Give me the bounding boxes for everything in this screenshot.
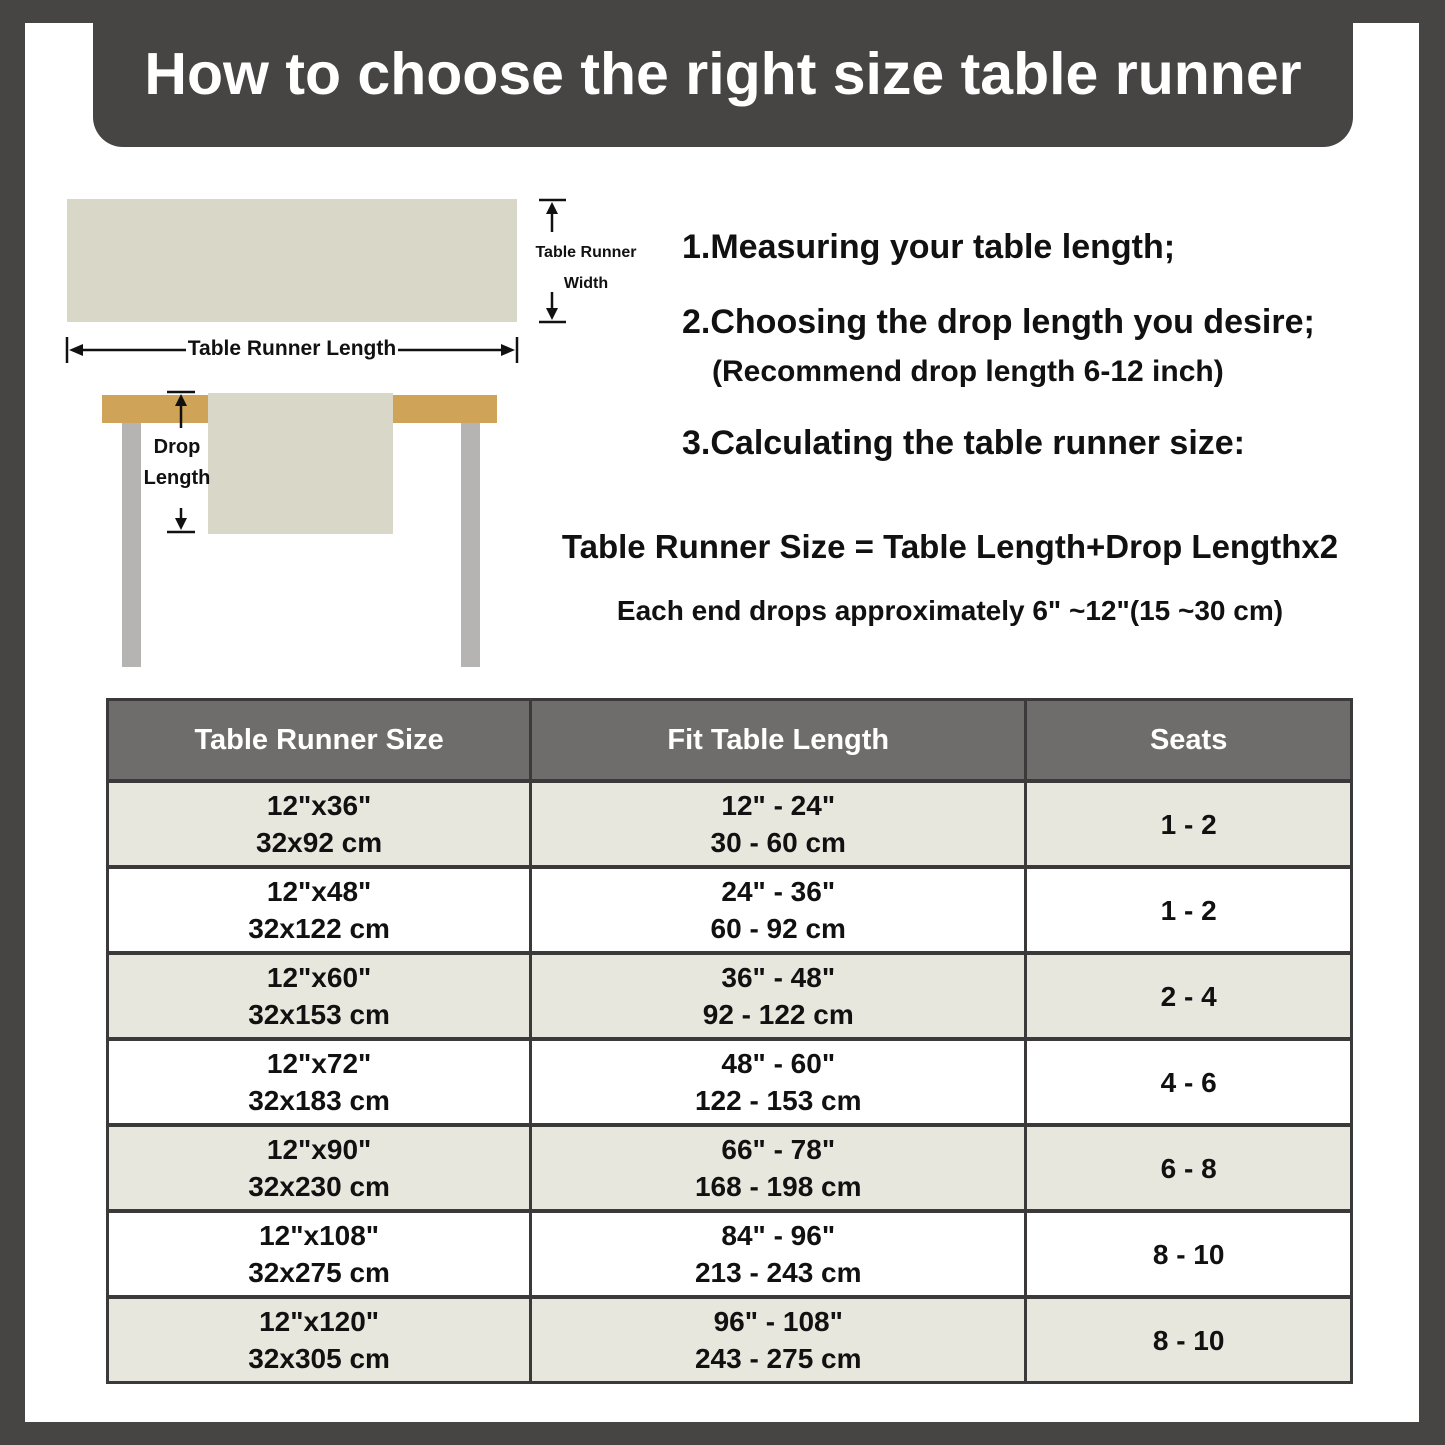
- cell-runner-size-line: 12"x60": [266, 962, 372, 993]
- cell-fit-table-length-line: 60 - 92 cm: [710, 913, 846, 944]
- cell-fit-table-length-line: 30 - 60 cm: [710, 827, 846, 858]
- cell-fit-table-length: [532, 783, 1027, 865]
- cell-seats-line: 2 - 4: [1160, 980, 1217, 1012]
- cell-runner-size-line: 32x153 cm: [248, 999, 390, 1030]
- cell-seats-line: 6 - 8: [1160, 1152, 1217, 1184]
- cell-seats: [1027, 783, 1350, 865]
- cell-runner-size-line: 32x230 cm: [248, 1171, 390, 1202]
- cell-fit-table-length-line: 213 - 243 cm: [694, 1257, 862, 1288]
- cell-runner-size-line: 32x122 cm: [248, 913, 390, 944]
- cell-runner-size-line: 32x275 cm: [248, 1257, 390, 1288]
- table-row: [109, 1299, 1350, 1381]
- table-row: [109, 1041, 1350, 1127]
- cell-fit-table-length-line: 24" - 36": [721, 876, 836, 907]
- frame-border-bottom: [0, 1422, 1445, 1445]
- instruction-step-1: 1.Measuring your table length;: [682, 228, 1176, 266]
- cell-runner-size: [109, 1299, 532, 1381]
- cell-seats: [1027, 1127, 1350, 1209]
- cell-fit-table-length-line: 122 - 153 cm: [694, 1085, 862, 1116]
- drop-approximation-note: Each end drops approximately 6" ~12"(15 ~30 cm): [616, 595, 1284, 626]
- size-chart-body: [109, 783, 1350, 1381]
- cell-fit-table-length: [532, 869, 1027, 951]
- column-header-runner-size: Table Runner Size: [109, 701, 532, 779]
- cell-runner-size: [109, 955, 532, 1037]
- cell-fit-table-length-line: 96" - 108": [713, 1306, 843, 1337]
- cell-runner-size-line: 12"x72": [266, 1048, 372, 1079]
- cell-fit-table-length-line: 168 - 198 cm: [694, 1171, 862, 1202]
- cell-seats-line: 8 - 10: [1152, 1238, 1225, 1270]
- cell-seats: [1027, 955, 1350, 1037]
- runner-size-formula: Table Runner Size = Table Length+Drop Lengthx2: [561, 528, 1339, 565]
- cell-seats-line: 4 - 6: [1160, 1066, 1217, 1098]
- cell-fit-table-length: [532, 1213, 1027, 1295]
- table-row: [109, 955, 1350, 1041]
- frame-border-right: [1419, 0, 1445, 1445]
- size-chart-table: [106, 698, 1353, 1384]
- page-title: How to choose the right size table runner: [144, 40, 1302, 107]
- size-chart-header-row: [109, 701, 1350, 783]
- cell-fit-table-length-line: 36" - 48": [721, 962, 836, 993]
- cell-runner-size: [109, 1213, 532, 1295]
- table-row: [109, 783, 1350, 869]
- cell-seats-line: 1 - 2: [1160, 894, 1217, 926]
- instruction-step-2: 2.Choosing the drop length you desire;: [682, 303, 1315, 341]
- title-banner: [93, 0, 1353, 147]
- cell-fit-table-length-line: 84" - 96": [721, 1220, 836, 1251]
- instruction-step-2-note: (Recommend drop length 6-12 inch): [712, 355, 1224, 388]
- cell-fit-table-length: [532, 1127, 1027, 1209]
- cell-seats-line: 1 - 2: [1160, 808, 1217, 840]
- width-label: [506, 237, 666, 299]
- cell-seats: [1027, 1299, 1350, 1381]
- cell-fit-table-length-line: 66" - 78": [721, 1134, 836, 1165]
- instruction-step-3: 3.Calculating the table runner size:: [682, 424, 1246, 462]
- cell-seats-line: 8 - 10: [1152, 1324, 1225, 1356]
- drop-length-label: [130, 432, 224, 494]
- cell-fit-table-length: [532, 955, 1027, 1037]
- cell-fit-table-length-line: 12" - 24": [721, 790, 836, 821]
- cell-seats: [1027, 1213, 1350, 1295]
- column-header-seats: Seats: [1149, 723, 1228, 756]
- cell-fit-table-length-line: 92 - 122 cm: [702, 999, 854, 1030]
- cell-runner-size-line: 12"x48": [266, 876, 372, 907]
- width-label-line2: Width: [563, 275, 609, 292]
- cell-runner-size-line: 12"x36": [266, 790, 372, 821]
- drop-label-line1: Drop: [153, 436, 201, 458]
- cell-runner-size: [109, 1041, 532, 1123]
- cell-runner-size-line: 32x305 cm: [248, 1343, 390, 1374]
- column-header-fit-length: Fit Table Length: [532, 701, 1027, 779]
- table-row: [109, 869, 1350, 955]
- length-label: Table Runner Length: [187, 337, 397, 360]
- cell-seats: [1027, 869, 1350, 951]
- cell-runner-size-line: 32x183 cm: [248, 1085, 390, 1116]
- cell-fit-table-length-line: 243 - 275 cm: [694, 1343, 862, 1374]
- cell-runner-size-line: 32x92 cm: [256, 827, 383, 858]
- table-row: [109, 1213, 1350, 1299]
- cell-seats: [1027, 1041, 1350, 1123]
- cell-runner-size: [109, 869, 532, 951]
- drop-label-line2: Length: [143, 467, 211, 489]
- cell-runner-size: [109, 783, 532, 865]
- cell-runner-size-line: 12"x120": [259, 1306, 380, 1337]
- table-row: [109, 1127, 1350, 1213]
- cell-fit-table-length: [532, 1299, 1027, 1381]
- cell-runner-size-line: 12"x90": [266, 1134, 372, 1165]
- cell-fit-table-length-line: 48" - 60": [721, 1048, 836, 1079]
- width-label-line1: Table Runner: [535, 244, 637, 261]
- cell-runner-size: [109, 1127, 532, 1209]
- cell-fit-table-length: [532, 1041, 1027, 1123]
- cell-runner-size-line: 12"x108": [259, 1220, 380, 1251]
